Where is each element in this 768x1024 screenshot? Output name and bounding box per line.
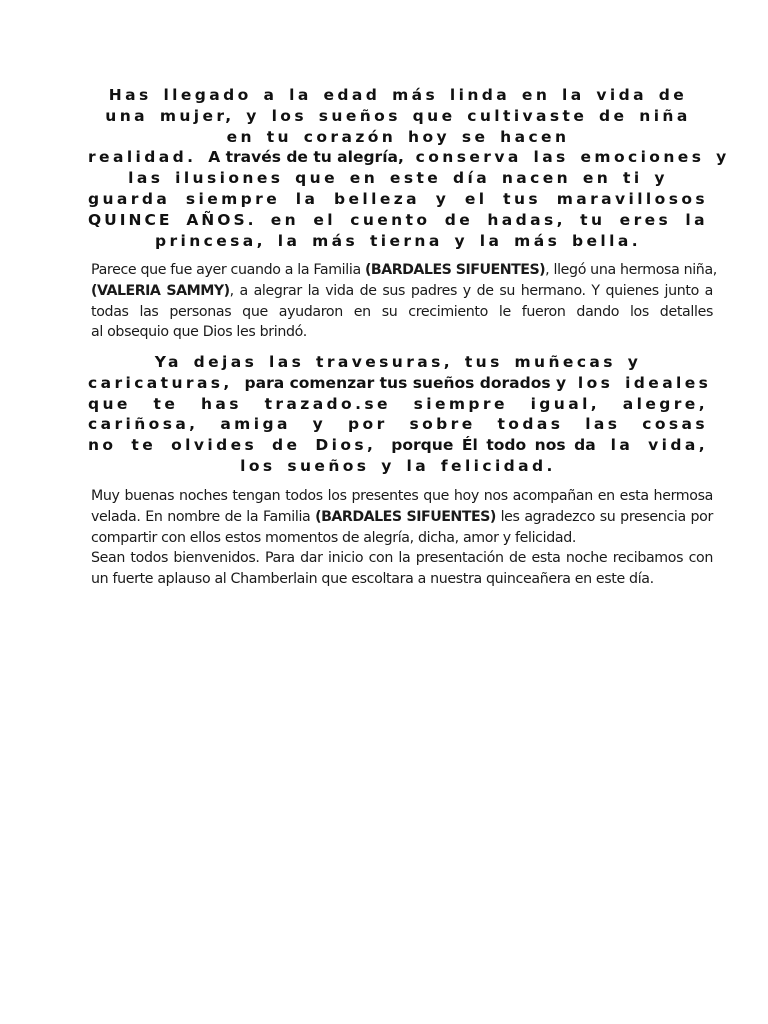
- prose-fragment: les agradezco su presencia por: [495, 508, 713, 525]
- second-poem: [88, 352, 712, 477]
- prose-fragment: Parece que fue ayer cuando a la Familia: [91, 262, 365, 278]
- poem-line: Ya dejas las travesuras, tus muñecas y: [154, 353, 642, 371]
- prose-line: [91, 507, 713, 528]
- poem-line: [88, 435, 708, 456]
- poem-fragment: porque Él todo nos da: [391, 436, 596, 455]
- poem-line: en tu corazón hoy se hacen: [226, 127, 570, 146]
- poem-fragment: los ideales: [577, 373, 712, 392]
- poem-fragment: en el cuento de hadas, tu eres la: [270, 210, 708, 229]
- family-name: (BARDALES SIFUENTES): [364, 262, 546, 278]
- poem-line: los sueños y la felicidad.: [240, 456, 556, 475]
- poem-line: [88, 210, 708, 231]
- prose-line: Muy buenas noches tengan todos los presentes que hoy nos acompañan en esta hermosa: [91, 488, 713, 504]
- poem-line: Has llegado a la edad más linda en la vida de: [108, 86, 688, 104]
- poem-fragment: la vida,: [610, 436, 708, 455]
- quince-anos-highlight: QUINCE AÑOS.: [88, 210, 257, 229]
- poem-line: que te has trazado.se siempre igual, alegre,: [88, 394, 708, 413]
- poem-line: las ilusiones que en este día nacen en ti y: [128, 169, 668, 188]
- prose-fragment: velada. En nombre de la Familia: [91, 508, 316, 525]
- prose-line: todas las personas que ayudaron en su crecimiento le fueron dando los detalles: [91, 303, 713, 320]
- poem-line: una mujer, y los sueños que cultivaste de niña: [105, 106, 691, 125]
- welcome-paragraph: [91, 486, 713, 590]
- prose-line: [91, 281, 713, 302]
- prose-line: compartir con ellos estos momentos de alegría, dicha, amor y felicidad.: [91, 529, 577, 546]
- poem-line: cariñosa, amiga y por sobre todas las cosas: [88, 415, 708, 434]
- poem-line: [88, 147, 730, 168]
- family-name: (BARDALES SIFUENTES): [315, 508, 496, 525]
- poem-line: guarda siempre la belleza y el tus maravillosos: [88, 189, 708, 208]
- prose-line: Sean todos bienvenidos. Para dar inicio con la presentación de esta noche recibamos con: [91, 550, 713, 567]
- poem-line: princesa, la más tierna y la más bella.: [154, 231, 641, 250]
- family-paragraph: [91, 260, 717, 343]
- prose-fragment: , llegó una hermosa niña,: [545, 262, 717, 278]
- prose-line: [91, 260, 717, 281]
- opening-poem: [88, 85, 730, 251]
- poem-fragment: no te olvides de Dios,: [88, 436, 377, 455]
- quinceanera-name: (VALERIA SAMMY): [91, 282, 230, 299]
- poem-fragment: caricaturas,: [88, 373, 233, 392]
- poem-fragment: conserva las emociones y: [415, 148, 730, 167]
- poem-fragment: para comenzar tus sueños dorados y: [244, 373, 567, 392]
- prose-fragment: , a alegrar la vida de sus padres y de su hermano. Y quienes junto a: [229, 282, 714, 299]
- prose-line: al obsequio que Dios les brindó.: [91, 324, 307, 341]
- poem-fragment: realidad.: [88, 148, 197, 167]
- prose-line: un fuerte aplauso al Chamberlain que escoltara a nuestra quinceañera en este día.: [91, 571, 654, 588]
- poem-fragment: A través de tu alegría,: [208, 148, 404, 167]
- poem-line: [88, 373, 712, 394]
